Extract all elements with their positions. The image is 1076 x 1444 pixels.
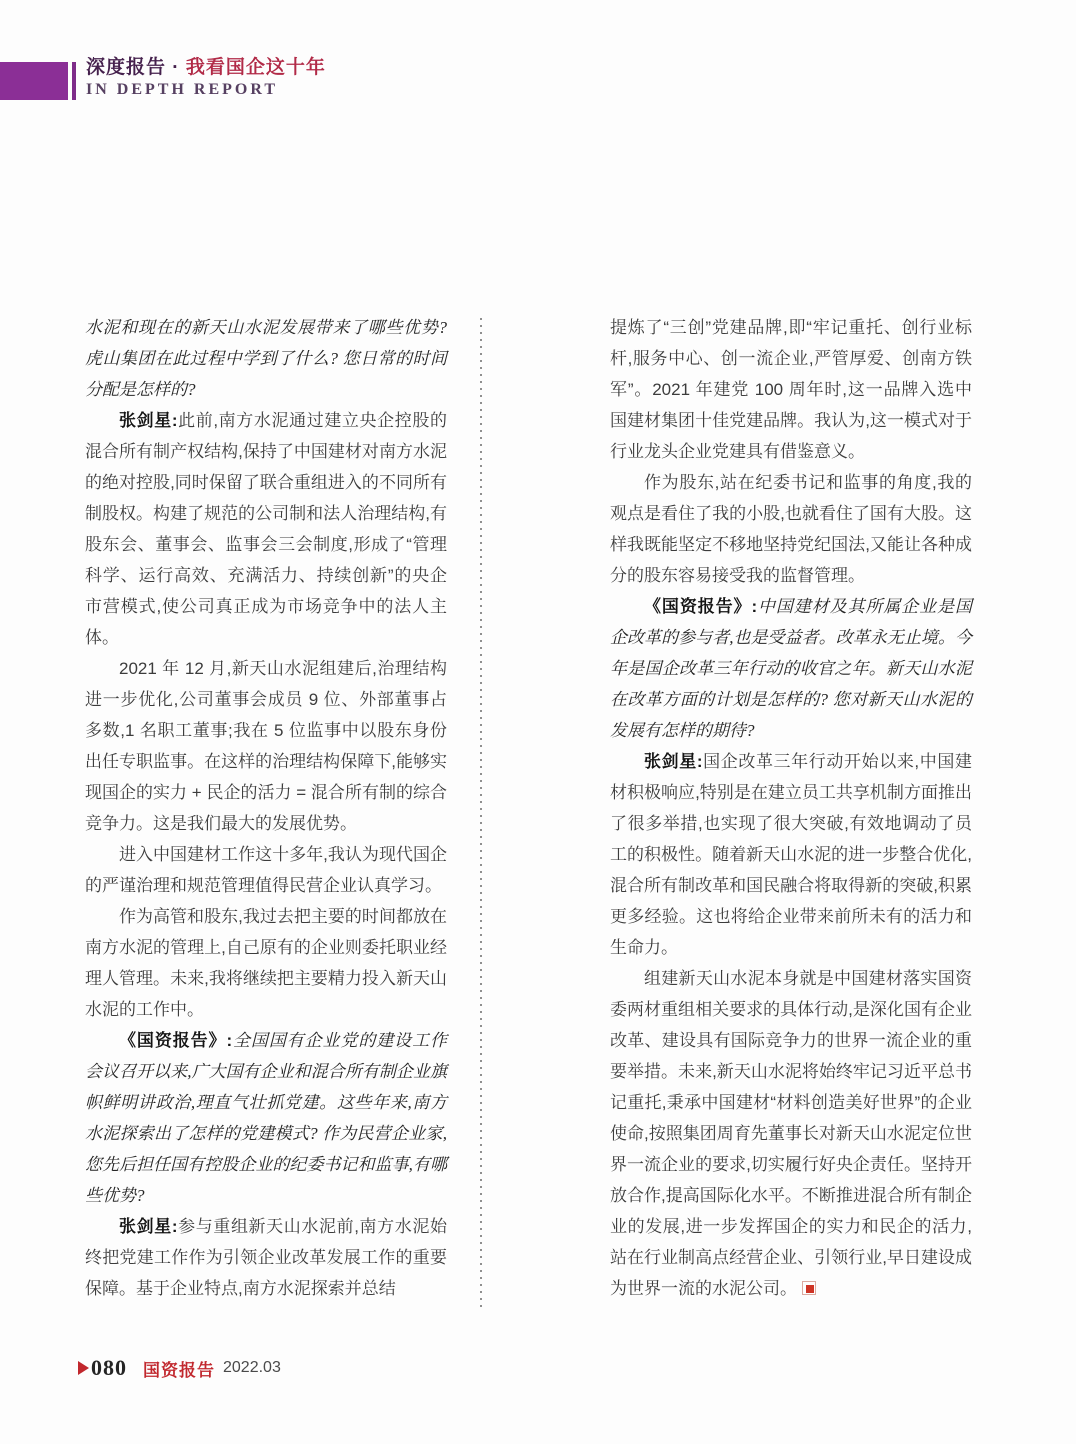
speaker-label: 张剑星: <box>644 752 703 771</box>
speaker-label: 张剑星: <box>119 411 178 430</box>
answer-text: 作为股东,站在纪委书记和监事的角度,我的观点是看住了我的小股,也就看住了国有大股。这样我既能坚定不移地坚持党纪国法,又能让各种成分的股东容易接受我的监督管理。 <box>610 473 972 585</box>
answer-paragraph <box>610 746 972 963</box>
answer-paragraph-continued <box>610 312 972 467</box>
speaker-label: 张剑星: <box>119 1217 178 1236</box>
answer-paragraph-final <box>610 963 972 1304</box>
header-vertical-rule <box>72 62 76 100</box>
footer-triangle-icon <box>78 1361 89 1375</box>
answer-text: 作为高管和股东,我过去把主要的时间都放在南方水泥的管理上,自己原有的企业则委托职业经理人管理。未来,我将继续把主要精力投入新天山水泥的工作中。 <box>85 907 447 1019</box>
column-divider-dotted-line <box>480 318 482 1308</box>
answer-text: 国企改革三年行动开始以来,中国建材积极响应,特别是在建立员工共享机制方面推出了很多举措,也实现了很大突破,有效地调动了员工的积极性。随着新天山水泥的进一步整合优化,混合所有制改革和国民融合将取得新的突破,积累更多经验。这也将给企业带来前所未有的活力和生命力。 <box>610 752 972 957</box>
answer-paragraph <box>85 839 447 901</box>
article-end-icon <box>802 1281 816 1295</box>
answer-paragraph <box>85 901 447 1025</box>
section-title-zh <box>86 58 326 77</box>
section-title-highlight: 我看国企这十年 <box>185 57 326 78</box>
section-title-en: IN DEPTH REPORT <box>86 81 279 98</box>
page-footer <box>78 1356 281 1380</box>
article-right-column <box>610 312 972 1304</box>
magazine-name: 国资报告 <box>143 1360 215 1380</box>
section-title-prefix: 深度报告 · <box>86 57 186 78</box>
question-text: 全国国有企业党的建设工作会议召开以来,广大国有企业和混合所有制企业旗帜鲜明讲政治,理直气壮抓党建。这些年来,南方水泥探索出了怎样的党建模式? 作为民营企业家,您先后担任国有控股企业的纪委书记和监事,有哪些优势? <box>85 1031 447 1205</box>
answer-text: 进入中国建材工作这十多年,我认为现代国企的严谨治理和规范管理值得民营企业认真学习。 <box>85 845 447 895</box>
page-number: 080 <box>91 1355 127 1380</box>
answer-text: 2021 年 12 月,新天山水泥组建后,治理结构进一步优化,公司董事会成员 9 位、外部董事占多数,1 名职工董事;我在 5 位监事中以股东身份出任专职监事。在这样的治理结构保障下,能够实现国企的实力 + 民企的活力 = 混合所有制的综合竞争力。这是我们最大的发展优势。 <box>85 659 447 833</box>
answer-paragraph <box>85 1211 447 1304</box>
speaker-label: 《国资报告》: <box>644 597 758 616</box>
question-text: 中国建材及其所属企业是国企改革的参与者,也是受益者。改革永无止境。今年是国企改革三年行动的收官之年。新天山水泥在改革方面的计划是怎样的? 您对新天山水泥的发展有怎样的期待? <box>610 597 972 740</box>
answer-text: 提炼了“三创”党建品牌,即“牢记重托、创行业标杆,服务中心、创一流企业,严管厚爱、创南方铁军”。2021 年建党 100 周年时,这一品牌入选中国建材集团十佳党建品牌。我认为,这一模式对于行业龙头企业党建具有借鉴意义。 <box>610 318 972 461</box>
issue-number: 2022.03 <box>223 1359 281 1376</box>
answer-text: 此前,南方水泥通过建立央企控股的混合所有制产权结构,保持了中国建材对南方水泥的绝对控股,同时保留了联合重组进入的不同所有制股权。构建了规范的公司制和法人治理结构,有股东会、董事会、监事会三会制度,形成了“管理科学、运行高效、充满活力、持续创新”的央企市营模式,使公司真正成为市场竞争中的法人主体。 <box>85 411 447 647</box>
question-paragraph <box>85 1025 447 1211</box>
section-header <box>86 58 326 98</box>
answer-paragraph <box>85 653 447 839</box>
answer-paragraph <box>85 405 447 653</box>
question-paragraph <box>610 591 972 746</box>
question-text: 水泥和现在的新天山水泥发展带来了哪些优势? 虎山集团在此过程中学到了什么? 您日常的时间分配是怎样的? <box>85 318 447 399</box>
question-paragraph-continued <box>85 312 447 405</box>
article-left-column <box>85 312 447 1304</box>
answer-text: 参与重组新天山水泥前,南方水泥始终把党建工作作为引领企业改革发展工作的重要保障。基于企业特点,南方水泥探索并总结 <box>85 1217 447 1298</box>
header-purple-block <box>0 62 68 100</box>
answer-text: 组建新天山水泥本身就是中国建材落实国资委两材重组相关要求的具体行动,是深化国有企业改革、建设具有国际竞争力的世界一流企业的重要举措。未来,新天山水泥将始终牢记习近平总书记重托,秉承中国建材“材料创造美好世界”的企业使命,按照集团周育先董事长对新天山水泥定位世界一流企业的要求,切实履行好央企责任。坚持开放合作,提高国际化水平。不断推进混合所有制企业的发展,进一步发挥国企的实力和民企的活力,站在行业制高点经营企业、引领行业,早日建设成为世界一流的水泥公司。 <box>610 969 972 1298</box>
answer-paragraph <box>610 467 972 591</box>
speaker-label: 《国资报告》: <box>119 1031 233 1050</box>
